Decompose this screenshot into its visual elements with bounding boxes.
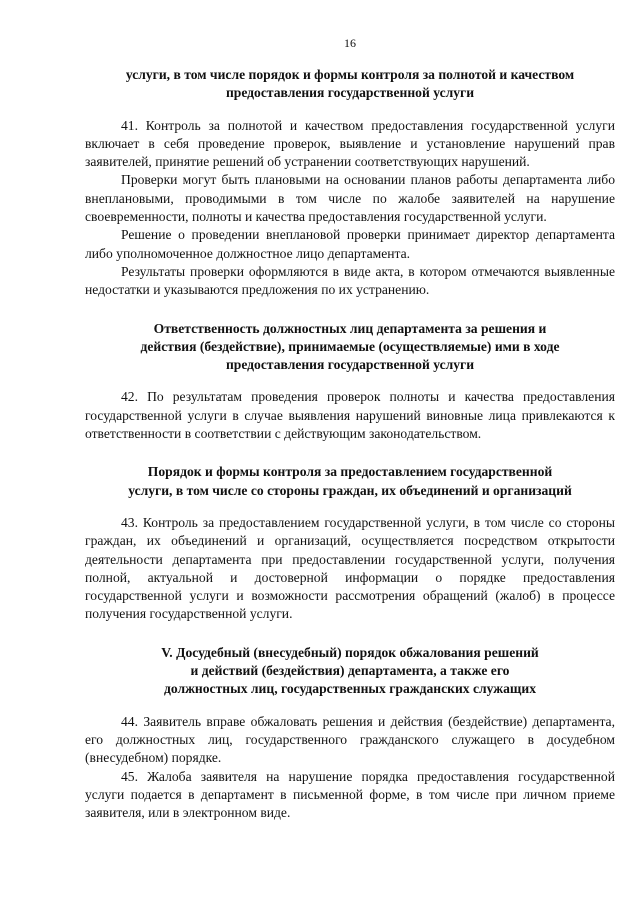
section-heading-pretrial-appeal (85, 644, 615, 699)
paragraph-45: 45. Жалоба заявителя на нарушение порядка предоставления государственной услуги подается в департамент в письменной форме, в том числе при личном приеме заявителя, или в электронном виде. (85, 768, 615, 821)
paragraph-inspections-types: Проверки могут быть плановыми на основании планов работы департамента либо внеплановыми, проводимыми в том числе по жалобе заявителей на нарушение своевременности, полноты и качества предоставления государственной услуги. (85, 172, 615, 225)
page-number: 16 (344, 36, 356, 50)
heading-line: и действий (бездействия) департамента, а также его (190, 663, 510, 679)
heading-line: Порядок и формы контроля за предоставлением государственной (147, 464, 553, 480)
section-heading-citizen-control (85, 463, 615, 500)
section-heading-quality-control (85, 66, 615, 103)
heading-line: предоставления государственной услуги (225, 357, 475, 373)
paragraph-44: 44. Заявитель вправе обжаловать решения и действия (бездействие) департамента, его должностных лиц, государственного гражданского служащего в досудебном (внесудебном) порядке. (85, 713, 615, 766)
heading-line: V. Досудебный (внесудебный) порядок обжалования решений (161, 644, 539, 660)
heading-line: услуги, в том числе порядок и формы контроля за полнотой и качеством (125, 67, 575, 82)
heading-line: предоставления государственной услуги (225, 85, 475, 101)
paragraph-43: 43. Контроль за предоставлением государственной услуги, в том числе со стороны граждан, их объединений и организаций, осуществляется посредством открытости деятельности департамента при предоставлении государственной услуги, получения полной, актуальной и достоверной информации о порядке предоставления государственной услуги и возможности рассмотрения обращений (жалоб) в процессе получения государственной услуги. (85, 514, 615, 622)
paragraph-42: 42. По результатам проведения проверок полноты и качества предоставления государственной услуги в случае выявления нарушений виновные лица привлекаются к ответственности в соответствии с действующим законодательством. (85, 389, 615, 442)
section-heading-responsibility (85, 320, 615, 375)
paragraph-inspection-results: Результаты проверки оформляются в виде акта, в котором отмечаются выявленные недостатки и указываются предложения по их устранению. (85, 263, 615, 298)
paragraph-41: 41. Контроль за полнотой и качеством предоставления государственной услуги включает в себя проведение проверок, выявление и установление нарушений прав заявителей, принятие решений об устранении соответствующих нарушений. (85, 117, 615, 170)
heading-line: должностных лиц, государственных гражданских служащих (163, 681, 537, 697)
document-page (85, 36, 615, 822)
heading-line: действия (бездействие), принимаемые (осуществляемые) ими в ходе (140, 338, 560, 354)
paragraph-unscheduled-inspection: Решение о проведении внеплановой проверки принимает директор департамента либо уполномоченное должностное лицо департамента. (85, 227, 615, 261)
heading-line: Ответственность должностных лиц департамента за решения и (153, 320, 547, 336)
heading-line: услуги, в том числе со стороны граждан, их объединений и организаций (128, 482, 572, 498)
